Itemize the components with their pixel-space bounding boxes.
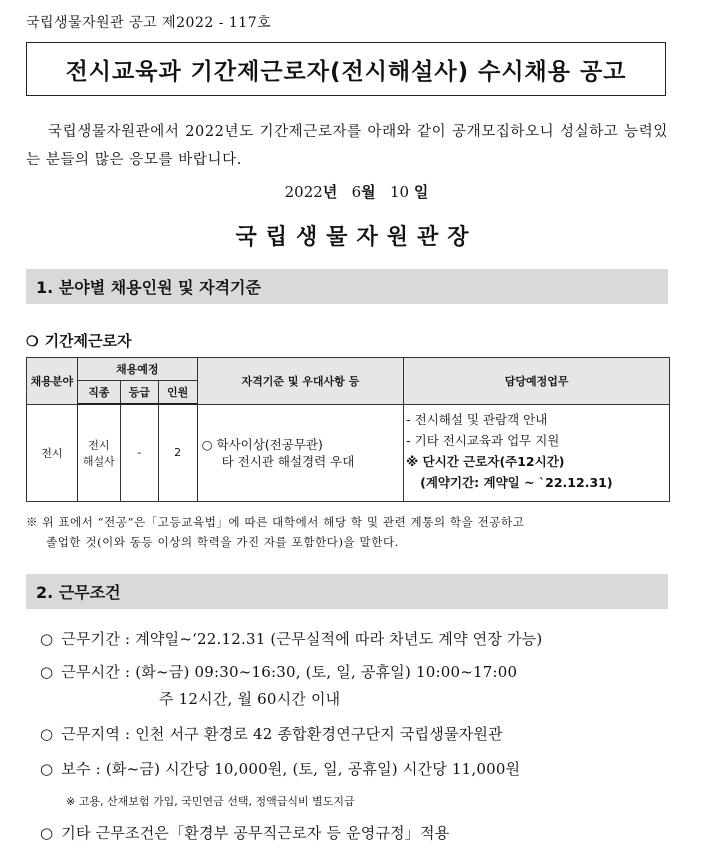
qualification-line2: 타 전시관 해설경력 우대 [221,453,355,469]
subheading-text: 기간제근로자 [44,332,132,350]
hours-text: 근무시간 : (화~금) 09:30~16:30, (토, 일, 공휴일) 10:00~17:00 [61,663,518,681]
cell-field: 전시 [27,404,78,501]
header-planned: 채용예정 [77,358,197,381]
director-signature: 국립생물자원관장 [235,224,478,250]
duty-line3: ※ 단시간 근로자(주12시간) [406,453,565,469]
section-2-heading: 2. 근무조건 [26,574,668,609]
cell-count: 2 [158,404,197,501]
cell-job-type-line1: 전시 [88,438,110,452]
header-duties: 담당예정업무 [404,358,670,405]
period-text: 근무기간 : 계약일~‘22.12.31 (근무실적에 따라 차년도 계약 연장 가능) [61,630,543,648]
condition-hours [40,661,517,682]
notice-number: 국립생물자원관 공고 제2022 - 117호 [26,15,272,31]
header-field: 채용분야 [27,358,78,405]
date-day-unit: 일 [413,183,429,201]
pay-note: ※ 고용, 산재보험 가입, 국민연금 선택, 정액급식비 별도지급 [66,795,355,808]
duty-line4: (계약기간: 계약일 ~ `22.12.31) [420,474,613,490]
title-box [26,42,666,96]
footnote-line2: 졸업한 것(이와 동등 이상의 학력을 가진 자를 포함한다)을 말한다. [46,535,399,549]
section-1-heading: 1. 분야별 채용인원 및 자격기준 [26,269,668,304]
cell-job-type-line2: 해설사 [82,454,115,468]
circle-bullet-icon: ○ [40,725,54,743]
intro-paragraph: 국립생물자원관에서 2022년도 기간제근로자를 아래와 같이 공개모집하오니 성실하고 능력있는 분들의 많은 응모를 바랍니다. [26,124,668,168]
major-footnote [26,512,670,552]
page-title: 전시교육과 기간제근로자(전시해설사) 수시채용 공고 [65,58,627,85]
subheading-temporary-workers [26,330,132,351]
date-day: 10 [389,183,410,201]
location-text: 근무지역 : 인천 서구 환경로 42 종합환경연구단지 국립생물자원관 [61,725,503,743]
date-year: 2022 [284,183,323,201]
header-qualification: 자격기준 및 우대사항 등 [197,358,404,405]
qualification-line1: ○ 학사이상(전공무관) [201,436,323,452]
condition-location [40,723,503,744]
duty-line1: - 전시해설 및 관람객 안내 [406,411,548,427]
date-month: 6 [351,183,362,201]
circle-bullet-icon: ○ [40,760,54,778]
cell-grade: - [120,404,158,501]
cell-qualification [197,404,404,501]
table-row [27,404,670,501]
hollow-circle-bullet-icon: ❍ [26,334,39,350]
circle-bullet-icon: ○ [40,824,54,842]
announcement-date [0,181,713,202]
condition-other [40,822,449,843]
pay-text: 보수 : (화~금) 시간당 10,000원, (토, 일, 공휴일) 시간당 11,000원 [61,760,521,778]
condition-pay [40,758,520,779]
circle-bullet-icon: ○ [40,663,54,681]
cell-duties [404,404,670,501]
cell-job-type [77,404,120,501]
header-job-type: 직종 [77,381,120,405]
condition-period [40,628,542,649]
date-month-unit: 월 [361,183,376,201]
footnote-line1: ※ 위 표에서 “전공”은「고등교육법」에 따른 대학에서 해당 학 및 관련 계통의 학을 전공하고 [26,515,525,529]
date-year-unit: 년 [322,183,338,201]
duty-line2: - 기타 전시교육과 업무 지원 [406,432,560,448]
hours-line2: 주 12시간, 월 60시간 이내 [159,690,341,708]
header-grade: 등급 [120,381,158,405]
header-count: 인원 [158,381,197,405]
circle-bullet-icon: ○ [40,630,54,648]
recruitment-table [26,357,670,502]
other-text: 기타 근무조건은「환경부 공무직근로자 등 운영규정」적용 [61,824,450,842]
